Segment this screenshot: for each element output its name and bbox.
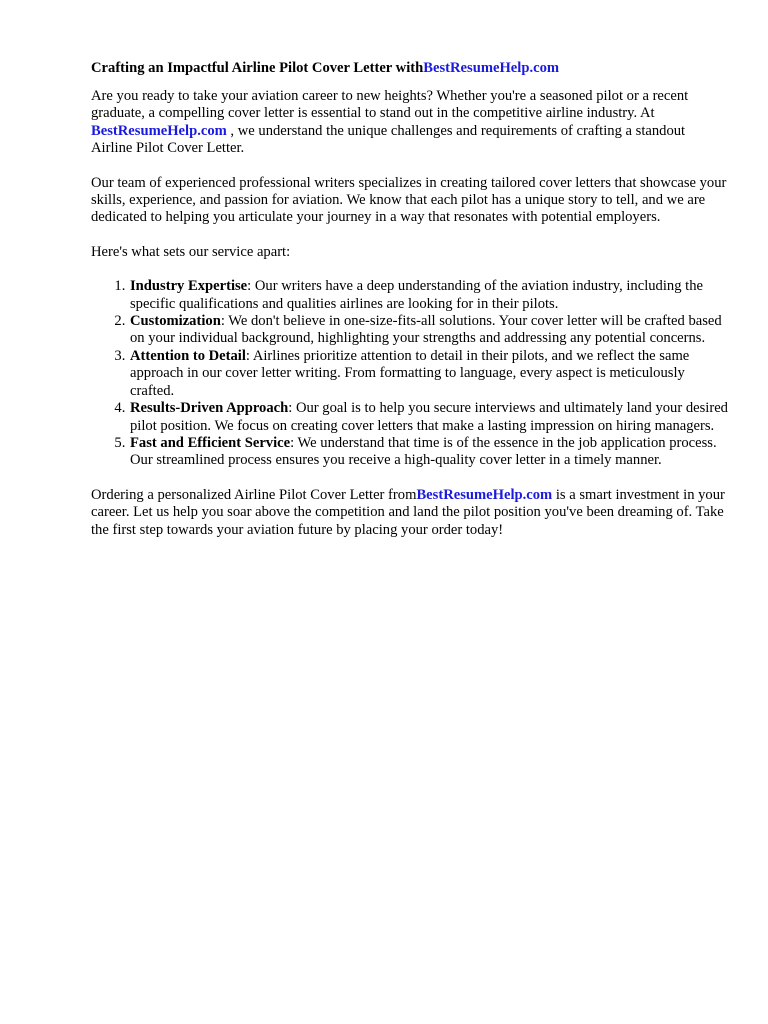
feature-text: : Airlines prioritize attention to detail in their pilots, and we reflect the same approach in our cover letter writing. From formatting to language, every aspect is meticulously crafted. — [130, 347, 690, 399]
list-item — [129, 313, 728, 348]
feature-term: Customization — [130, 313, 221, 330]
intro-link[interactable]: BestResumeHelp.com — [91, 122, 227, 139]
feature-term: Fast and Efficient Service — [130, 434, 291, 451]
closing-paragraph — [91, 487, 728, 539]
page-title — [91, 59, 728, 77]
feature-text: : Our writers have a deep understanding of the aviation industry, including the specific qualifications and qualities airlines are looking for in their pilots. — [130, 278, 703, 312]
list-item — [129, 348, 728, 400]
feature-term: Industry Expertise — [130, 278, 248, 295]
list-item — [129, 278, 728, 313]
feature-term: Results-Driven Approach — [130, 400, 289, 417]
features-list — [91, 278, 728, 469]
list-item — [129, 435, 728, 470]
feature-text: : We understand that time is of the essence in the job application process. Our streamlined process ensures you receive a high-quality cover letter in a timely manner. — [130, 434, 717, 469]
intro-text-before: Are you ready to take your aviation career to new heights? Whether you're a seasoned pilot or a recent graduate, a compelling cover letter is essential to stand out in the competitive airline industry. At — [91, 88, 689, 122]
closing-text-before: Ordering a personalized Airline Pilot Cover Letter from — [91, 486, 417, 503]
intro-text-after: , we understand the unique challenges and requirements of crafting a standout Airline Pilot Cover Letter. — [91, 122, 686, 157]
title-text: Crafting an Impactful Airline Pilot Cover Letter with — [91, 60, 424, 76]
title-link[interactable]: BestResumeHelp.com — [423, 60, 560, 76]
team-paragraph: Our team of experienced professional writers specializes in creating tailored cover letters that showcase your skills, experience, and passion for aviation. We know that each pilot has a unique story to tell, and we are dedicated to helping you articulate your journey in a way that resonates with potential employers. — [91, 174, 727, 226]
service-intro-paragraph: Here's what sets our service apart: — [91, 243, 291, 260]
feature-text: : We don't believe in one-size-fits-all solutions. Your cover letter will be crafted based on your individual background, highlighting your strengths and addressing any potential concerns. — [130, 313, 722, 347]
feature-term: Attention to Detail — [130, 347, 246, 364]
closing-text-after: is a smart investment in your career. Let us help you soar above the competition and land the pilot position you've been dreaming of. Take the first step towards your aviation future by placing your order today! — [91, 486, 725, 538]
closing-link[interactable]: BestResumeHelp.com — [416, 486, 553, 503]
list-item — [129, 400, 728, 435]
intro-paragraph — [91, 88, 728, 158]
feature-text: : Our goal is to help you secure interviews and ultimately land your desired pilot position. We focus on creating cover letters that make a lasting impression on hiring managers. — [130, 400, 728, 434]
